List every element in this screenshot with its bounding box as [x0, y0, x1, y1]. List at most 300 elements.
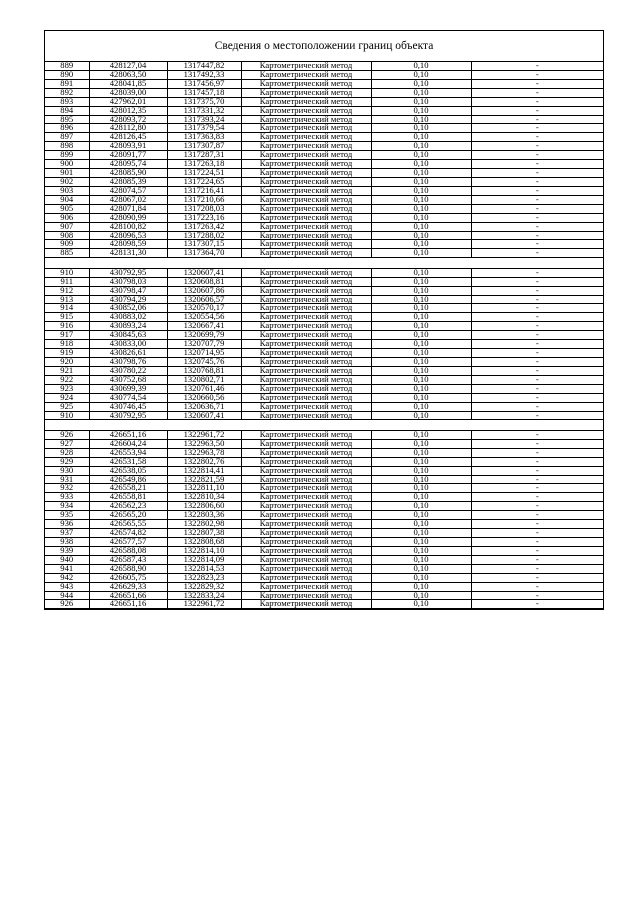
cell-method: Картометрический метод — [241, 151, 371, 160]
cell-y-coordinate: 1322814,41 — [167, 466, 241, 475]
cell-accuracy: 0,10 — [371, 169, 471, 178]
cell-x-coordinate: 428071,84 — [89, 204, 167, 213]
cell-point-number: 932 — [45, 484, 89, 493]
cell-x-coordinate: 430798,76 — [89, 358, 167, 367]
cell-x-coordinate: 430792,95 — [89, 411, 167, 420]
cell-description: - — [471, 268, 603, 277]
cell-point-number: 928 — [45, 448, 89, 457]
cell-method: Картометрический метод — [241, 115, 371, 124]
cell-description: - — [471, 133, 603, 142]
cell-description: - — [471, 177, 603, 186]
cell-accuracy: 0,10 — [371, 555, 471, 564]
cell-x-coordinate: 428012,35 — [89, 106, 167, 115]
cell-method: Картометрический метод — [241, 106, 371, 115]
cell-point-number: 923 — [45, 384, 89, 393]
cell-point-number: 891 — [45, 79, 89, 88]
table-row — [45, 484, 603, 493]
cell-point-number: 918 — [45, 340, 89, 349]
cell-description: - — [471, 340, 603, 349]
cell-method: Картометрический метод — [241, 277, 371, 286]
cell-method: Картометрический метод — [241, 186, 371, 195]
table-row — [45, 97, 603, 106]
table-row — [45, 475, 603, 484]
cell-method: Картометрический метод — [241, 411, 371, 420]
table-row — [45, 340, 603, 349]
cell-description: - — [471, 493, 603, 502]
cell-description: - — [471, 79, 603, 88]
cell-point-number: 899 — [45, 151, 89, 160]
cell-x-coordinate: 426605,75 — [89, 573, 167, 582]
cell-point-number: 895 — [45, 115, 89, 124]
cell-description: - — [471, 538, 603, 547]
cell-accuracy: 0,10 — [371, 79, 471, 88]
cell-point-number: 907 — [45, 222, 89, 231]
cell-description: - — [471, 295, 603, 304]
cell-method: Картометрический метод — [241, 475, 371, 484]
cell-description: - — [471, 402, 603, 411]
cell-x-coordinate: 428126,45 — [89, 133, 167, 142]
section-separator-cell — [45, 258, 603, 269]
cell-accuracy: 0,10 — [371, 520, 471, 529]
cell-method: Картометрический метод — [241, 322, 371, 331]
cell-description: - — [471, 448, 603, 457]
cell-description: - — [471, 331, 603, 340]
cell-x-coordinate: 430794,29 — [89, 295, 167, 304]
cell-accuracy: 0,10 — [371, 411, 471, 420]
cell-accuracy: 0,10 — [371, 484, 471, 493]
cell-y-coordinate: 1322803,36 — [167, 511, 241, 520]
cell-x-coordinate: 430845,63 — [89, 331, 167, 340]
cell-y-coordinate: 1322807,38 — [167, 529, 241, 538]
document-title: Сведения о местоположении границ объекта — [45, 31, 603, 62]
cell-x-coordinate: 426562,23 — [89, 502, 167, 511]
cell-method: Картометрический метод — [241, 366, 371, 375]
cell-point-number: 890 — [45, 70, 89, 79]
cell-y-coordinate: 1317307,87 — [167, 142, 241, 151]
cell-method: Картометрический метод — [241, 88, 371, 97]
cell-y-coordinate: 1320707,79 — [167, 340, 241, 349]
cell-accuracy: 0,10 — [371, 448, 471, 457]
cell-description: - — [471, 502, 603, 511]
table-row — [45, 231, 603, 240]
table-row — [45, 204, 603, 213]
cell-y-coordinate: 1322802,76 — [167, 457, 241, 466]
cell-method: Картометрический метод — [241, 349, 371, 358]
cell-point-number: 938 — [45, 538, 89, 547]
cell-point-number: 944 — [45, 591, 89, 600]
cell-description: - — [471, 88, 603, 97]
cell-y-coordinate: 1320768,81 — [167, 366, 241, 375]
cell-accuracy: 0,10 — [371, 231, 471, 240]
table-row — [45, 564, 603, 573]
table-row — [45, 151, 603, 160]
section-separator — [45, 420, 603, 431]
table-row — [45, 62, 603, 70]
cell-method: Картометрический метод — [241, 204, 371, 213]
cell-point-number: 898 — [45, 142, 89, 151]
cell-x-coordinate: 428039,00 — [89, 88, 167, 97]
table-row — [45, 493, 603, 502]
cell-accuracy: 0,10 — [371, 268, 471, 277]
cell-description: - — [471, 124, 603, 133]
cell-accuracy: 0,10 — [371, 222, 471, 231]
cell-accuracy: 0,10 — [371, 160, 471, 169]
cell-point-number: 936 — [45, 520, 89, 529]
cell-method: Картометрический метод — [241, 448, 371, 457]
cell-x-coordinate: 428090,99 — [89, 213, 167, 222]
cell-y-coordinate: 1320607,86 — [167, 286, 241, 295]
cell-y-coordinate: 1320636,71 — [167, 402, 241, 411]
cell-y-coordinate: 1317223,16 — [167, 213, 241, 222]
cell-y-coordinate: 1317379,54 — [167, 124, 241, 133]
cell-y-coordinate: 1320607,41 — [167, 411, 241, 420]
cell-method: Картометрический метод — [241, 70, 371, 79]
cell-method: Картометрический метод — [241, 538, 371, 547]
cell-x-coordinate: 426588,08 — [89, 546, 167, 555]
cell-accuracy: 0,10 — [371, 393, 471, 402]
cell-method: Картометрический метод — [241, 375, 371, 384]
cell-method: Картометрический метод — [241, 439, 371, 448]
section-separator — [45, 258, 603, 269]
cell-y-coordinate: 1317288,02 — [167, 231, 241, 240]
cell-y-coordinate: 1322814,53 — [167, 564, 241, 573]
cell-accuracy: 0,10 — [371, 375, 471, 384]
cell-point-number: 919 — [45, 349, 89, 358]
cell-description: - — [471, 106, 603, 115]
cell-y-coordinate: 1320802,71 — [167, 375, 241, 384]
cell-x-coordinate: 428093,91 — [89, 142, 167, 151]
cell-accuracy: 0,10 — [371, 402, 471, 411]
cell-y-coordinate: 1322806,60 — [167, 502, 241, 511]
table-row — [45, 133, 603, 142]
cell-y-coordinate: 1320607,41 — [167, 268, 241, 277]
cell-method: Картометрический метод — [241, 511, 371, 520]
table-row — [45, 349, 603, 358]
table-row — [45, 546, 603, 555]
cell-description: - — [471, 466, 603, 475]
cell-method: Картометрический метод — [241, 160, 371, 169]
cell-description: - — [471, 195, 603, 204]
cell-point-number: 906 — [45, 213, 89, 222]
cell-method: Картометрический метод — [241, 286, 371, 295]
table-row — [45, 430, 603, 439]
table-row — [45, 582, 603, 591]
table-row — [45, 600, 603, 609]
cell-point-number: 933 — [45, 493, 89, 502]
cell-method: Картометрический метод — [241, 97, 371, 106]
cell-method: Картометрический метод — [241, 295, 371, 304]
table-row — [45, 186, 603, 195]
cell-description: - — [471, 384, 603, 393]
cell-x-coordinate: 426531,58 — [89, 457, 167, 466]
cell-method: Картометрический метод — [241, 133, 371, 142]
cell-description: - — [471, 286, 603, 295]
cell-y-coordinate: 1320606,57 — [167, 295, 241, 304]
cell-method: Картометрический метод — [241, 79, 371, 88]
cell-method: Картометрический метод — [241, 177, 371, 186]
cell-point-number: 905 — [45, 204, 89, 213]
table-row — [45, 384, 603, 393]
boundary-table-body — [45, 62, 603, 609]
cell-point-number: 902 — [45, 177, 89, 186]
cell-x-coordinate: 426651,16 — [89, 430, 167, 439]
cell-accuracy: 0,10 — [371, 249, 471, 258]
cell-description: - — [471, 573, 603, 582]
cell-x-coordinate: 427962,01 — [89, 97, 167, 106]
cell-description: - — [471, 304, 603, 313]
cell-y-coordinate: 1317492,33 — [167, 70, 241, 79]
cell-method: Картометрический метод — [241, 240, 371, 249]
cell-point-number: 917 — [45, 331, 89, 340]
cell-y-coordinate: 1322802,98 — [167, 520, 241, 529]
cell-y-coordinate: 1317447,82 — [167, 62, 241, 70]
cell-accuracy: 0,10 — [371, 475, 471, 484]
cell-x-coordinate: 430798,03 — [89, 277, 167, 286]
cell-accuracy: 0,10 — [371, 582, 471, 591]
table-row — [45, 106, 603, 115]
cell-x-coordinate: 430746,45 — [89, 402, 167, 411]
boundary-table — [45, 62, 603, 609]
cell-point-number: 941 — [45, 564, 89, 573]
cell-description: - — [471, 546, 603, 555]
cell-description: - — [471, 375, 603, 384]
table-row — [45, 502, 603, 511]
cell-accuracy: 0,10 — [371, 133, 471, 142]
cell-x-coordinate: 426549,86 — [89, 475, 167, 484]
cell-method: Картометрический метод — [241, 304, 371, 313]
document-frame — [44, 30, 604, 610]
cell-y-coordinate: 1320570,17 — [167, 304, 241, 313]
cell-description: - — [471, 349, 603, 358]
cell-description: - — [471, 393, 603, 402]
cell-y-coordinate: 1317224,65 — [167, 177, 241, 186]
cell-point-number: 885 — [45, 249, 89, 258]
cell-accuracy: 0,10 — [371, 240, 471, 249]
cell-x-coordinate: 428127,04 — [89, 62, 167, 70]
cell-point-number: 937 — [45, 529, 89, 538]
cell-y-coordinate: 1322808,68 — [167, 538, 241, 547]
cell-description: - — [471, 249, 603, 258]
table-row — [45, 457, 603, 466]
cell-point-number: 901 — [45, 169, 89, 178]
cell-method: Картометрический метод — [241, 268, 371, 277]
cell-description: - — [471, 115, 603, 124]
cell-x-coordinate: 426588,90 — [89, 564, 167, 573]
cell-point-number: 911 — [45, 277, 89, 286]
cell-y-coordinate: 1320745,76 — [167, 358, 241, 367]
table-row — [45, 195, 603, 204]
cell-method: Картометрический метод — [241, 331, 371, 340]
cell-y-coordinate: 1317331,32 — [167, 106, 241, 115]
cell-method: Картометрический метод — [241, 402, 371, 411]
cell-y-coordinate: 1317263,18 — [167, 160, 241, 169]
cell-method: Картометрический метод — [241, 430, 371, 439]
cell-method: Картометрический метод — [241, 484, 371, 493]
cell-x-coordinate: 430883,02 — [89, 313, 167, 322]
cell-y-coordinate: 1322961,72 — [167, 430, 241, 439]
cell-x-coordinate: 430893,24 — [89, 322, 167, 331]
table-row — [45, 124, 603, 133]
cell-y-coordinate: 1320714,95 — [167, 349, 241, 358]
cell-description: - — [471, 142, 603, 151]
cell-accuracy: 0,10 — [371, 358, 471, 367]
cell-point-number: 931 — [45, 475, 89, 484]
cell-accuracy: 0,10 — [371, 295, 471, 304]
cell-y-coordinate: 1322829,32 — [167, 582, 241, 591]
cell-y-coordinate: 1317208,03 — [167, 204, 241, 213]
cell-y-coordinate: 1320554,56 — [167, 313, 241, 322]
table-row — [45, 304, 603, 313]
cell-accuracy: 0,10 — [371, 366, 471, 375]
cell-accuracy: 0,10 — [371, 529, 471, 538]
cell-accuracy: 0,10 — [371, 600, 471, 609]
cell-y-coordinate: 1317375,70 — [167, 97, 241, 106]
cell-accuracy: 0,10 — [371, 195, 471, 204]
cell-accuracy: 0,10 — [371, 573, 471, 582]
cell-x-coordinate: 426558,81 — [89, 493, 167, 502]
cell-accuracy: 0,10 — [371, 186, 471, 195]
cell-method: Картометрический метод — [241, 573, 371, 582]
cell-accuracy: 0,10 — [371, 349, 471, 358]
cell-y-coordinate: 1317456,97 — [167, 79, 241, 88]
table-row — [45, 511, 603, 520]
cell-x-coordinate: 428091,77 — [89, 151, 167, 160]
cell-x-coordinate: 430852,06 — [89, 304, 167, 313]
table-row — [45, 402, 603, 411]
cell-description: - — [471, 366, 603, 375]
cell-description: - — [471, 475, 603, 484]
cell-point-number: 894 — [45, 106, 89, 115]
cell-description: - — [471, 564, 603, 573]
cell-method: Картометрический метод — [241, 249, 371, 258]
cell-accuracy: 0,10 — [371, 106, 471, 115]
cell-accuracy: 0,10 — [371, 457, 471, 466]
cell-x-coordinate: 428100,82 — [89, 222, 167, 231]
cell-point-number: 896 — [45, 124, 89, 133]
table-row — [45, 277, 603, 286]
cell-y-coordinate: 1317287,31 — [167, 151, 241, 160]
cell-description: - — [471, 213, 603, 222]
cell-description: - — [471, 457, 603, 466]
cell-description: - — [471, 411, 603, 420]
cell-description: - — [471, 529, 603, 538]
cell-x-coordinate: 426629,33 — [89, 582, 167, 591]
table-row — [45, 240, 603, 249]
cell-accuracy: 0,10 — [371, 177, 471, 186]
cell-x-coordinate: 430752,68 — [89, 375, 167, 384]
cell-description: - — [471, 555, 603, 564]
cell-method: Картометрический метод — [241, 600, 371, 609]
cell-y-coordinate: 1322810,34 — [167, 493, 241, 502]
cell-accuracy: 0,10 — [371, 466, 471, 475]
cell-x-coordinate: 426565,55 — [89, 520, 167, 529]
cell-method: Картометрический метод — [241, 231, 371, 240]
table-row — [45, 213, 603, 222]
cell-description: - — [471, 520, 603, 529]
table-row — [45, 249, 603, 258]
cell-x-coordinate: 428063,50 — [89, 70, 167, 79]
cell-accuracy: 0,10 — [371, 70, 471, 79]
cell-accuracy: 0,10 — [371, 439, 471, 448]
cell-x-coordinate: 428131,30 — [89, 249, 167, 258]
table-row — [45, 322, 603, 331]
cell-description: - — [471, 322, 603, 331]
cell-y-coordinate: 1322963,50 — [167, 439, 241, 448]
cell-point-number: 920 — [45, 358, 89, 367]
cell-description: - — [471, 240, 603, 249]
cell-y-coordinate: 1322823,23 — [167, 573, 241, 582]
section-separator-cell — [45, 420, 603, 431]
cell-x-coordinate: 428095,74 — [89, 160, 167, 169]
cell-method: Картометрический метод — [241, 520, 371, 529]
cell-accuracy: 0,10 — [371, 340, 471, 349]
cell-x-coordinate: 426651,16 — [89, 600, 167, 609]
cell-point-number: 926 — [45, 430, 89, 439]
cell-method: Картометрический метод — [241, 591, 371, 600]
table-row — [45, 466, 603, 475]
cell-accuracy: 0,10 — [371, 564, 471, 573]
cell-x-coordinate: 426577,57 — [89, 538, 167, 547]
cell-point-number: 943 — [45, 582, 89, 591]
cell-accuracy: 0,10 — [371, 286, 471, 295]
cell-description: - — [471, 169, 603, 178]
cell-x-coordinate: 428041,85 — [89, 79, 167, 88]
cell-accuracy: 0,10 — [371, 124, 471, 133]
cell-method: Картометрический метод — [241, 313, 371, 322]
cell-x-coordinate: 428085,90 — [89, 169, 167, 178]
cell-x-coordinate: 428112,80 — [89, 124, 167, 133]
cell-description: - — [471, 186, 603, 195]
cell-description: - — [471, 430, 603, 439]
table-row — [45, 591, 603, 600]
cell-y-coordinate: 1317363,83 — [167, 133, 241, 142]
cell-x-coordinate: 426574,82 — [89, 529, 167, 538]
cell-description: - — [471, 591, 603, 600]
cell-accuracy: 0,10 — [371, 493, 471, 502]
cell-description: - — [471, 97, 603, 106]
cell-y-coordinate: 1320761,46 — [167, 384, 241, 393]
table-row — [45, 573, 603, 582]
cell-x-coordinate: 430699,39 — [89, 384, 167, 393]
cell-accuracy: 0,10 — [371, 88, 471, 97]
table-row — [45, 393, 603, 402]
cell-method: Картометрический метод — [241, 457, 371, 466]
cell-y-coordinate: 1317393,24 — [167, 115, 241, 124]
cell-point-number: 922 — [45, 375, 89, 384]
cell-accuracy: 0,10 — [371, 304, 471, 313]
table-row — [45, 529, 603, 538]
cell-x-coordinate: 426538,05 — [89, 466, 167, 475]
cell-y-coordinate: 1320660,56 — [167, 393, 241, 402]
cell-y-coordinate: 1322814,10 — [167, 546, 241, 555]
cell-point-number: 930 — [45, 466, 89, 475]
cell-accuracy: 0,10 — [371, 511, 471, 520]
cell-y-coordinate: 1322833,24 — [167, 591, 241, 600]
cell-point-number: 893 — [45, 97, 89, 106]
cell-y-coordinate: 1317210,66 — [167, 195, 241, 204]
cell-x-coordinate: 426553,94 — [89, 448, 167, 457]
cell-accuracy: 0,10 — [371, 546, 471, 555]
table-row — [45, 411, 603, 420]
cell-y-coordinate: 1317263,42 — [167, 222, 241, 231]
cell-method: Картометрический метод — [241, 142, 371, 151]
cell-method: Картометрический метод — [241, 124, 371, 133]
cell-point-number: 939 — [45, 546, 89, 555]
cell-x-coordinate: 430798,47 — [89, 286, 167, 295]
cell-point-number: 892 — [45, 88, 89, 97]
table-row — [45, 448, 603, 457]
cell-x-coordinate: 428098,59 — [89, 240, 167, 249]
